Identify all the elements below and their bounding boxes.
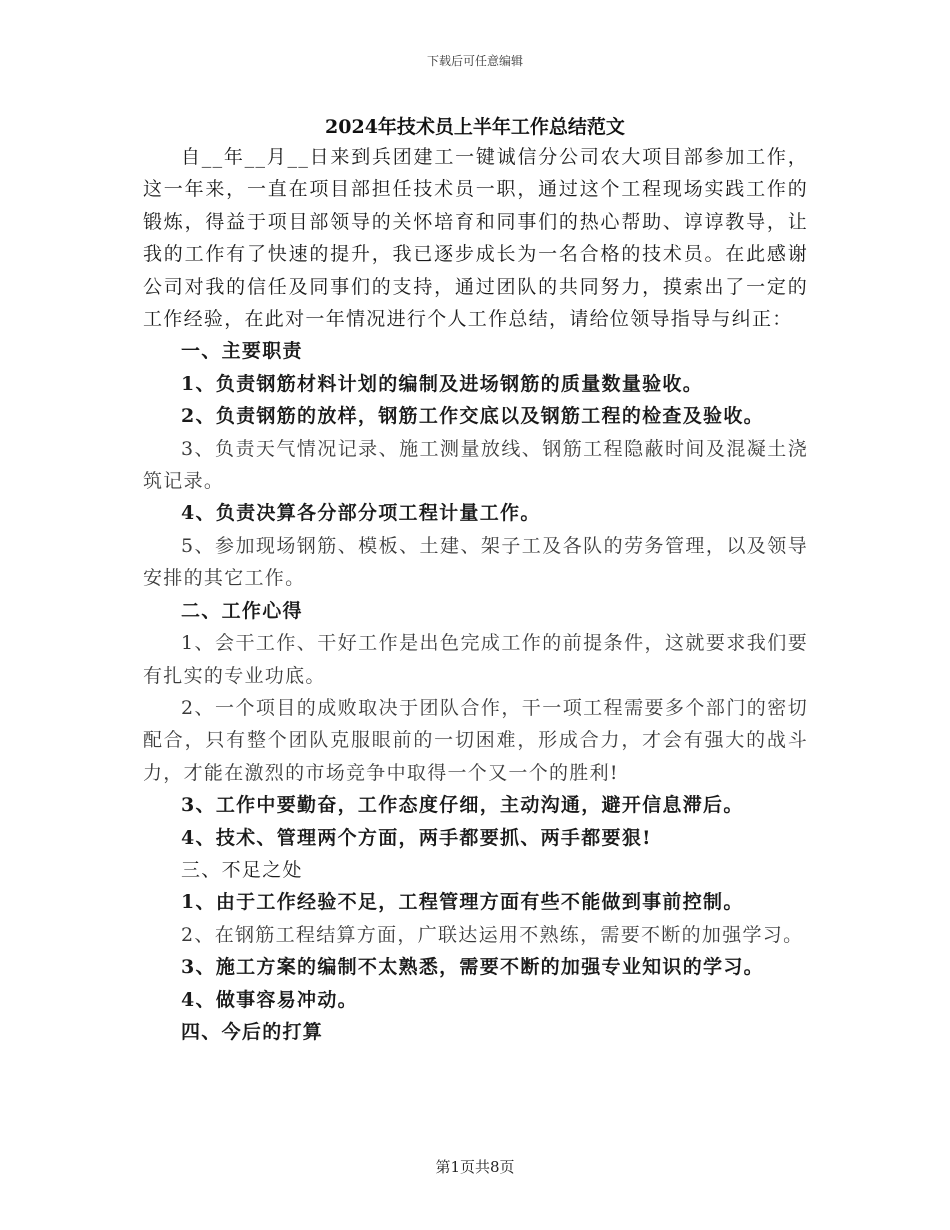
section-heading-insights: 二、工作心得 [181, 599, 303, 622]
document-body [143, 141, 808, 1048]
duty-item: 4、负责决算各分部分项工程计量工作。 [181, 502, 541, 525]
shortcoming-item: 4、做事容易冲动。 [181, 988, 358, 1011]
intro-paragraph: 自__年__月__日来到兵团建工一键诚信分公司农大项目部参加工作，这一年来，一直在项目部担任技术员一职，通过这个工程现场实践工作的锻炼，得益于项目部领导的关怀培育和同事们的热心帮助、谆谆教导，让我的工作有了快速的提升，我已逐步成长为一名合格的技术员。在此感谢公司对我的信任及同事们的支持，通过团队的共同努力，摸索出了一定的工作经验，在此对一年情况进行个人工作总结，请给位领导指导与纠正： [143, 146, 808, 331]
insight-item: 4、技术、管理两个方面，两手都要抓、两手都要狠! [181, 826, 652, 849]
duty-item: 1、负责钢筋材料计划的编制及进场钢筋的质量数量验收。 [181, 372, 704, 395]
section-heading-plans: 四、今后的打算 [181, 1020, 324, 1043]
shortcoming-item: 1、由于工作经验不足，工程管理方面有些不能做到事前控制。 [181, 891, 744, 914]
document-title: 2024年技术员上半年工作总结范文 [325, 116, 625, 138]
section-heading-shortcomings: 三、不足之处 [181, 858, 303, 881]
insight-item: 2、一个项目的成败取决于团队合作，干一项工程需要多个部门的密切配合，只有整个团队克服眼前的一切困难，形成合力，才会有强大的战斗力，才能在激烈的市场竞争中取得一个又一个的胜利! [143, 696, 808, 784]
shortcoming-item: 2、在钢筋工程结算方面，广联达运用不熟练，需要不断的加强学习。 [181, 923, 804, 946]
duty-item: 3、负责天气情况记录、施工测量放线、钢筋工程隐蔽时间及混凝土浇筑记录。 [143, 437, 808, 493]
insight-item: 1、会干工作、干好工作是出色完成工作的前提条件，这就要求我们要有扎实的专业功底。 [143, 632, 808, 687]
shortcoming-item: 3、施工方案的编制不太熟悉，需要不断的加强专业知识的学习。 [181, 956, 764, 979]
insight-item: 3、工作中要勤奋，工作态度仔细，主动沟通，避开信息滞后。 [181, 794, 744, 817]
duty-item: 5、参加现场钢筋、模板、土建、架子工及各队的劳务管理，以及领导安排的其它工作。 [143, 534, 808, 590]
duty-item: 2、负责钢筋的放样，钢筋工作交底以及钢筋工程的检查及验收。 [181, 405, 764, 428]
section-heading-duties: 一、主要职责 [181, 340, 303, 363]
header-note: 下载后可任意编辑 [426, 54, 523, 68]
page-footer: 第1页共8页 [435, 1158, 515, 1176]
